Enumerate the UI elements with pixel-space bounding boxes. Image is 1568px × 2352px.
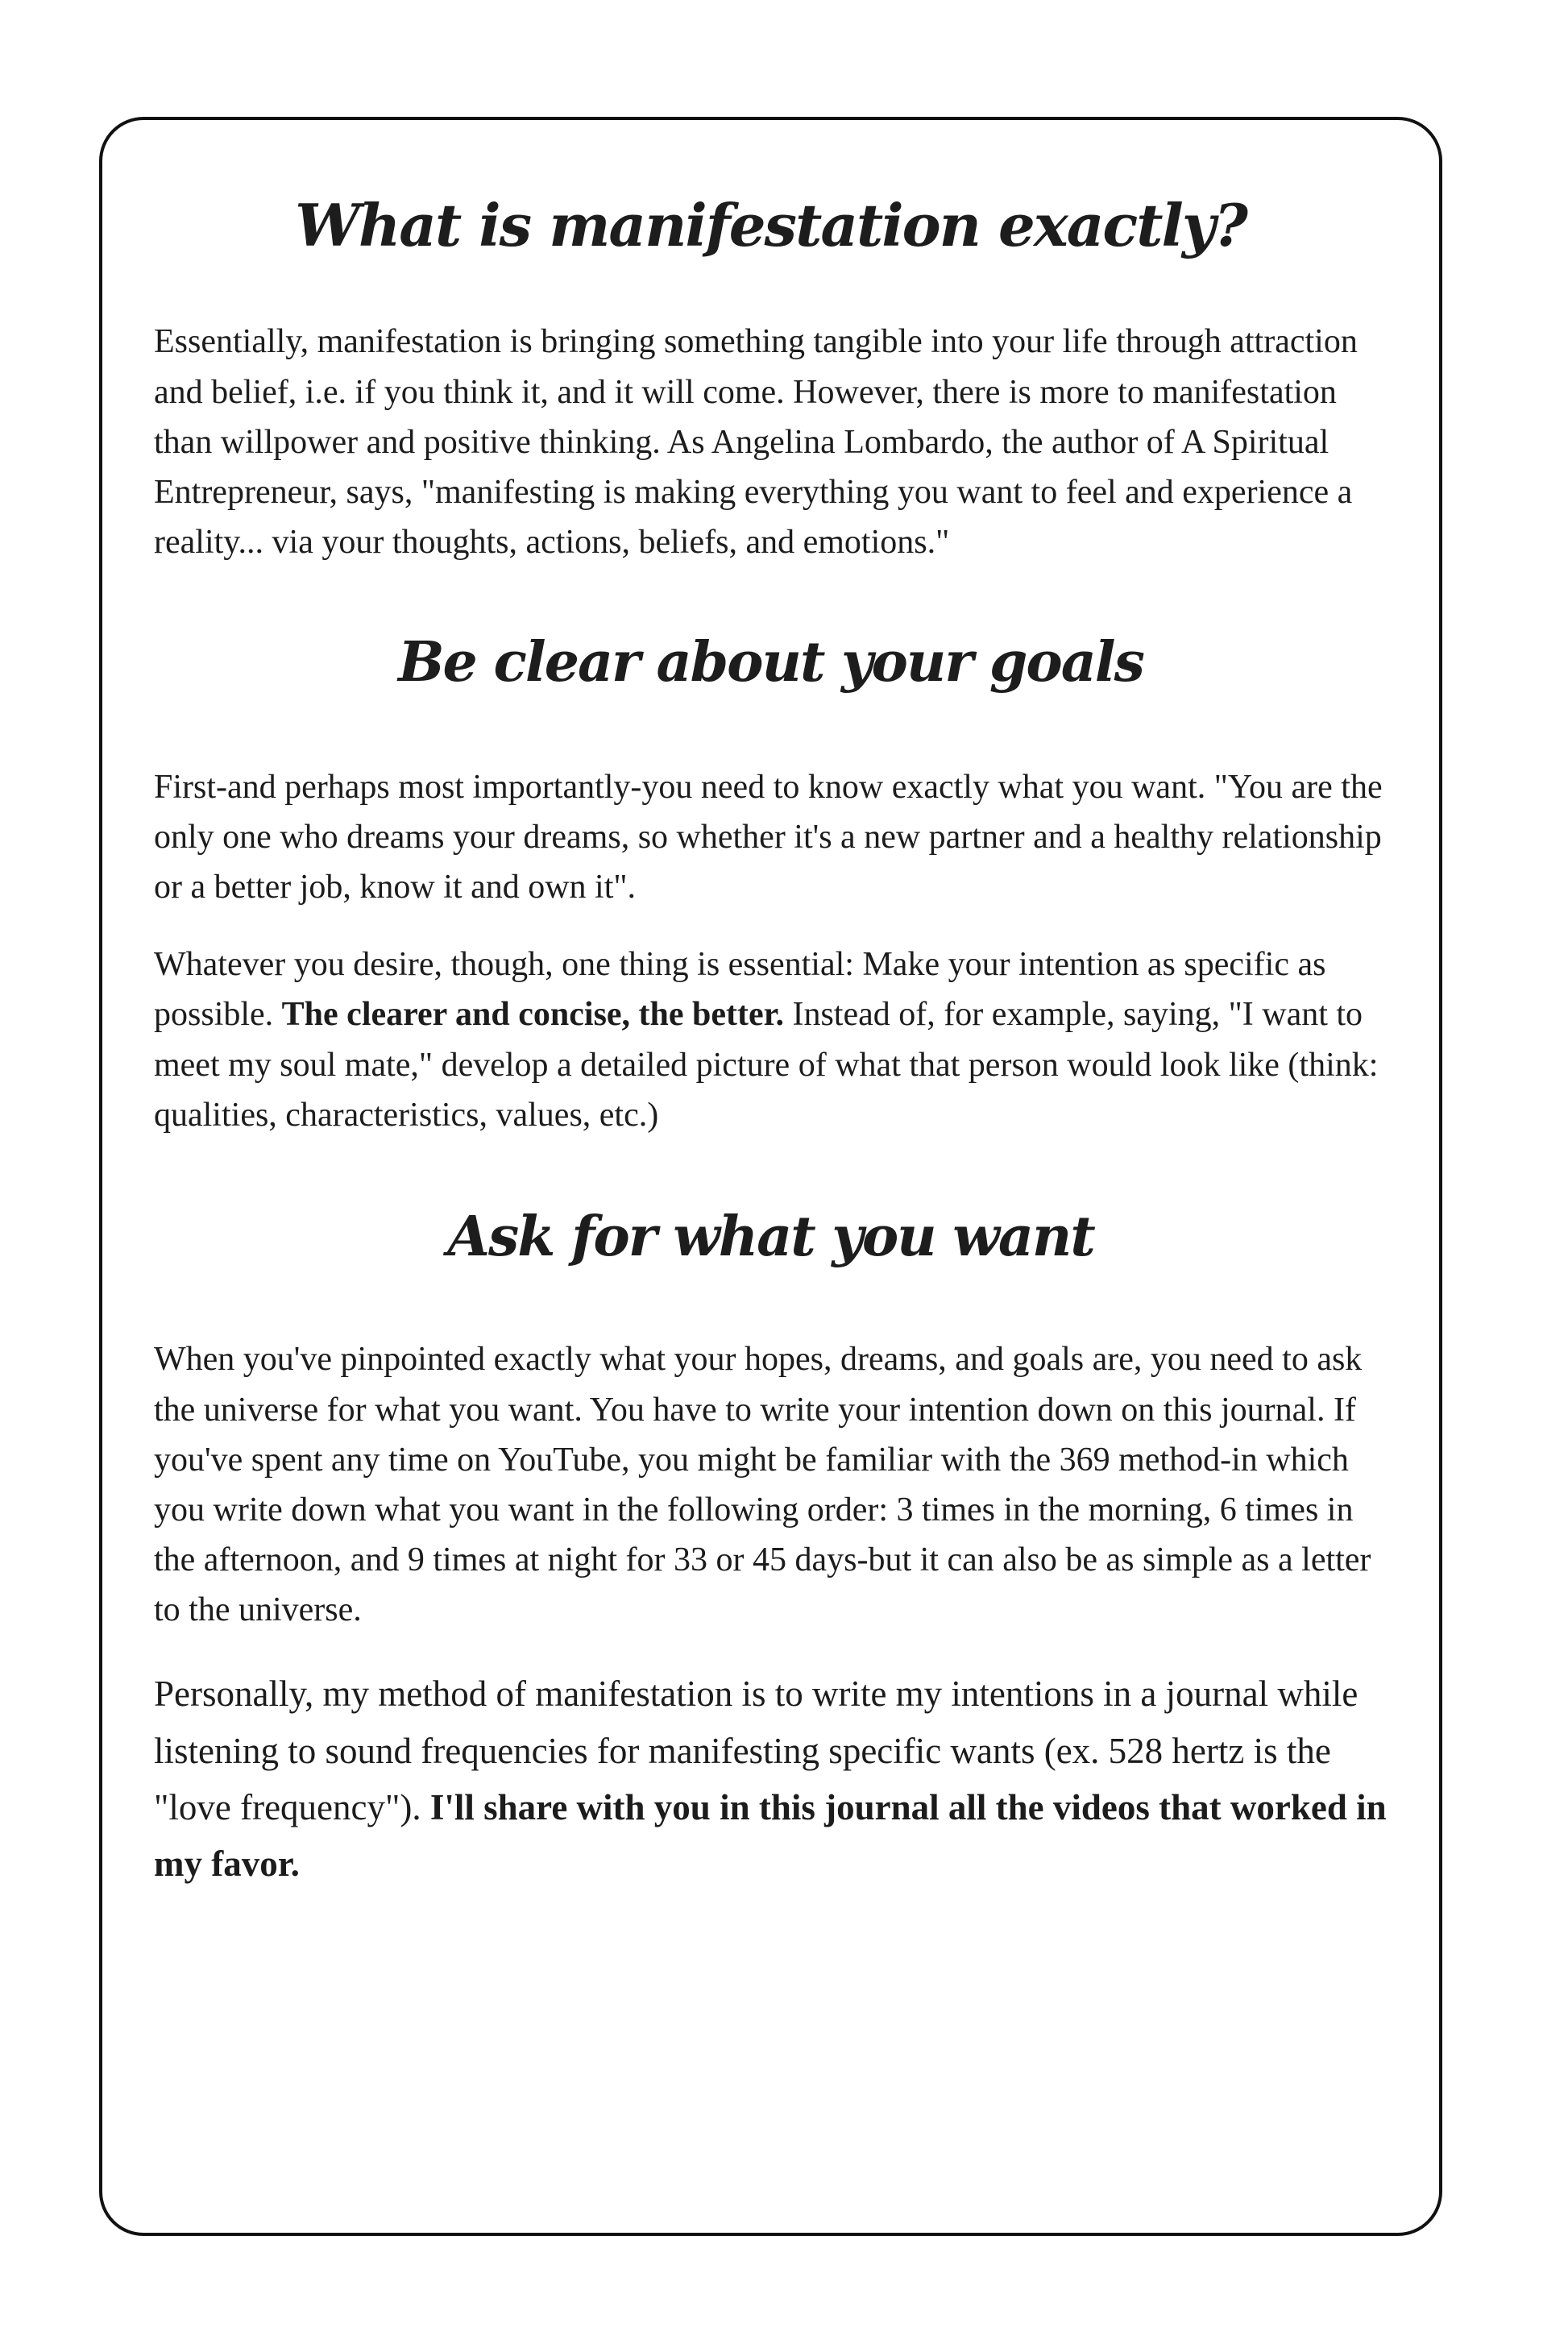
paragraph-personal-method-text: Personally, my method of manifestation is to write my intentions in a journal while listening to sound frequencies for manifesting specific wants (ex. 528 hertz is the "love frequency"). <box>154 1674 1359 1827</box>
paragraph-specific-intention-text: Whatever you desire, though, one thing is essential: Make your intention as specific as possible. <box>154 946 1326 1034</box>
paragraph-personal-method <box>154 1665 1388 1892</box>
paragraph-specific-intention-bold: The clearer and concise, the better. <box>281 996 784 1034</box>
page-title: What is manifestation exactly? <box>295 191 1247 259</box>
paragraph-personal-method-bold: I'll share with you in this journal all the videos that worked in my favor. <box>154 1786 1387 1884</box>
section-heading-be-clear-goals: Be clear about your goals <box>398 630 1143 695</box>
document-page <box>99 117 1442 2236</box>
paragraph-specific-intention <box>154 940 1388 1140</box>
paragraph-manifestation-intro: Essentially, manifestation is bringing something tangible into your life through attraction and belief, i.e. if you think it, and it will come. However, there is more to manifestation than willpower and positive thinking. As Angelina Lombardo, the author of A Spiritual Entrepreneur, says, "manifesting is making everything you want to feel and experience a reality... via your thoughts, actions, beliefs, and emotions." <box>154 323 1358 562</box>
paragraph-know-what-you-want: First-and perhaps most importantly-you need to know exactly what you want. "You are the only one who dreams your dreams, so whether it's a new partner and a healthy relationship or a better job, know it and own it". <box>154 768 1383 906</box>
paragraph-specific-intention-rest: Instead of, for example, saying, "I want to meet my soul mate," develop a detailed picture of what that person would look like (think: qualities, characteristics, values, etc.) <box>154 996 1379 1134</box>
section-heading-ask-for-want: Ask for what you want <box>447 1204 1094 1269</box>
paragraph-ask-universe-369: When you've pinpointed exactly what your hopes, dreams, and goals are, you need to ask the universe for what you want. You have to write your intention down on this journal. If you've spent any time on YouTube, you might be familiar with the 369 method-in which you write down what you want in the following order: 3 times in the morning, 6 times in the afternoon, and 9 times at night for 33 or 45 days-but it can also be as simple as a letter to the universe. <box>154 1341 1371 1629</box>
